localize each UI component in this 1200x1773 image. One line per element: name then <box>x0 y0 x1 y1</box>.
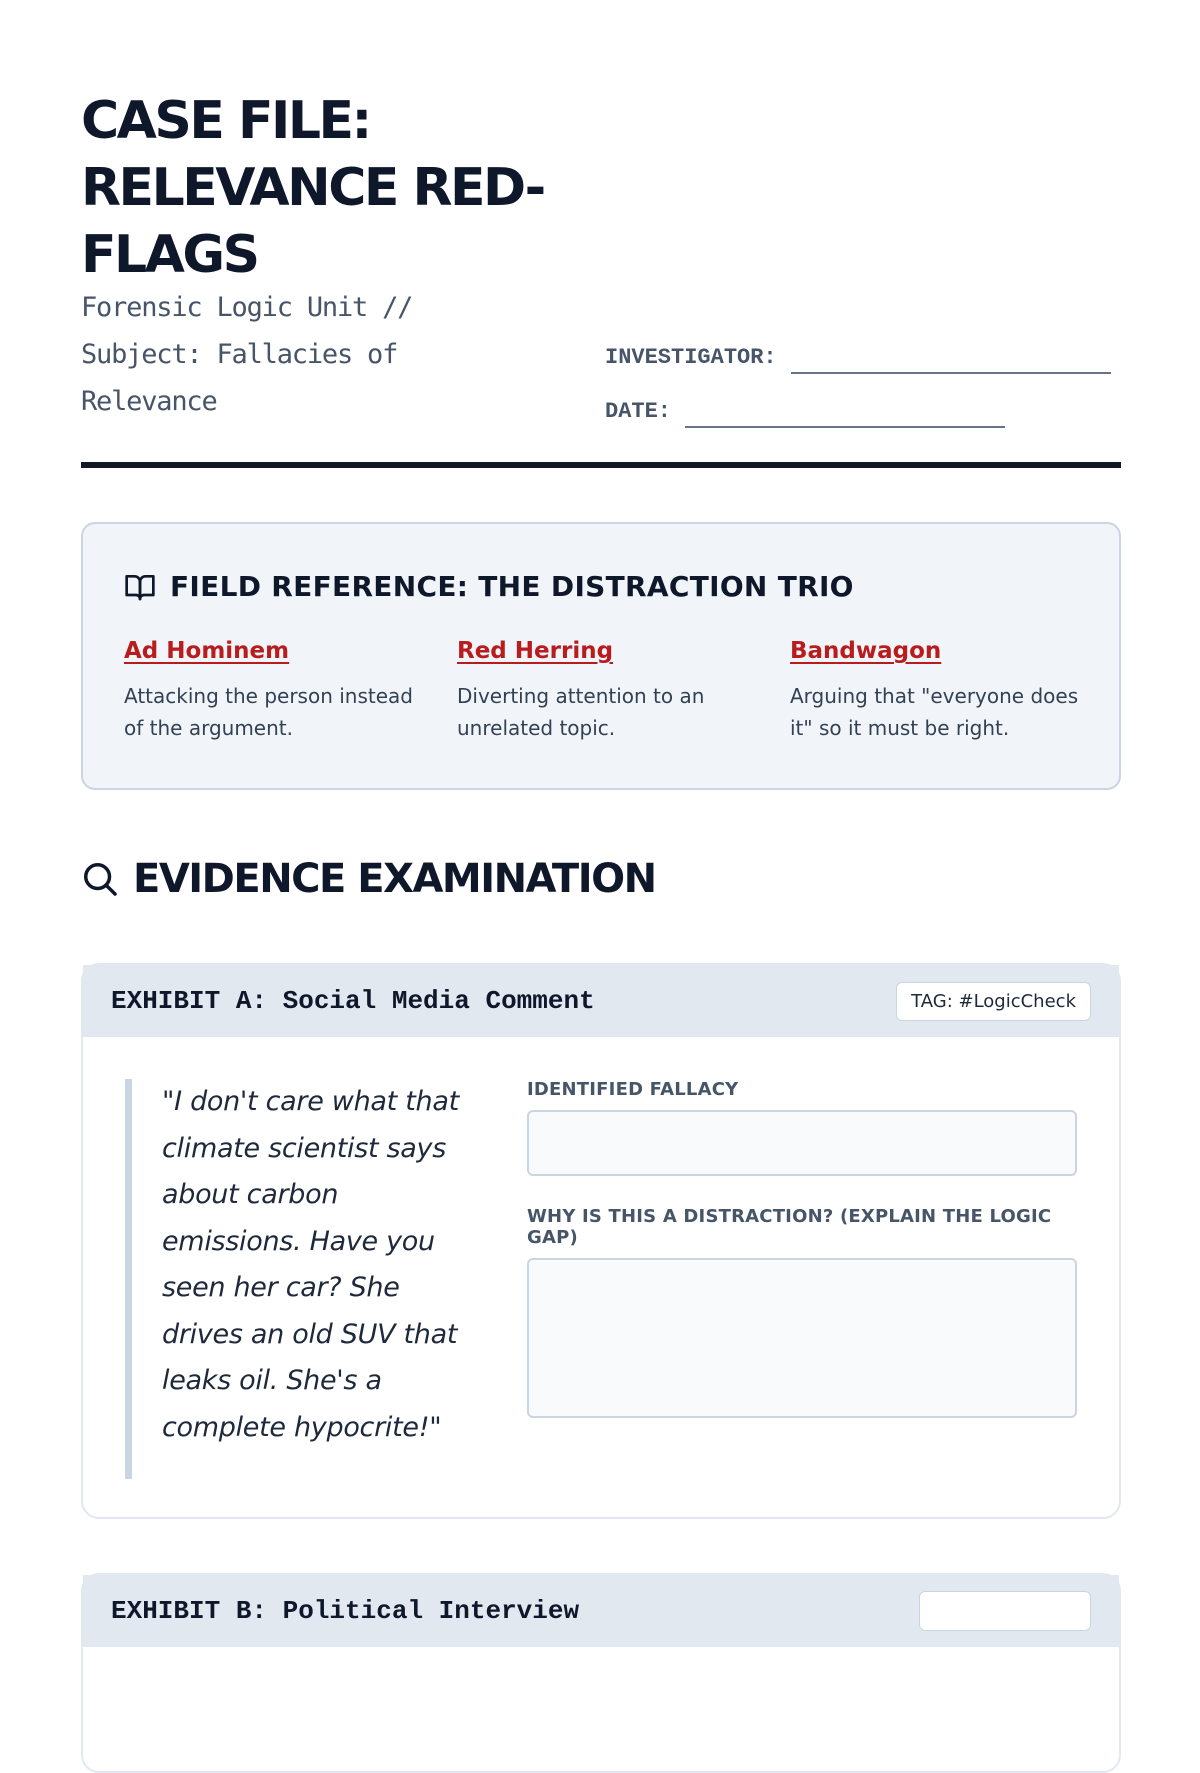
case-meta <box>605 324 1125 432</box>
exhibit-quote: "I don't care what that climate scientist says about carbon emissions. Have you seen her car? She drives an old SUV that leaks oil. She's a complete hypocrite!" <box>125 1079 465 1479</box>
exhibit-card <box>81 1573 1121 1773</box>
exhibit-answer-fields <box>527 1079 1079 1418</box>
date-label: DATE: <box>605 399 672 424</box>
reference-item-ad-hominem <box>124 636 457 744</box>
exhibit-header <box>83 1575 1119 1647</box>
date-row <box>605 378 1125 432</box>
header-divider <box>81 462 1121 468</box>
page-subtitle: Forensic Logic Unit // Subject: Fallacies of Relevance <box>81 292 413 417</box>
exhibit-tag <box>919 1591 1091 1631</box>
page-title: CASE FILE: RELEVANCE RED-FLAGS <box>81 91 544 285</box>
fallacy-input[interactable] <box>527 1110 1077 1176</box>
date-field[interactable] <box>685 398 1005 428</box>
investigator-field[interactable] <box>791 344 1111 374</box>
page-header <box>81 88 1121 424</box>
reference-header <box>124 570 854 603</box>
reference-definition: Arguing that "everyone does it" so it must be right. <box>790 684 1079 740</box>
investigator-row <box>605 324 1125 378</box>
magnifier-icon <box>81 860 119 898</box>
exhibit-tag: TAG: #LogicCheck <box>896 982 1091 1021</box>
fallacy-label: IDENTIFIED FALLACY <box>527 1079 739 1100</box>
reference-definition: Diverting attention to an unrelated topic. <box>457 684 705 740</box>
reference-definition: Attacking the person instead of the argument. <box>124 684 413 740</box>
reference-item-bandwagon <box>790 636 1123 744</box>
reference-title: FIELD REFERENCE: THE DISTRACTION TRIO <box>170 570 854 603</box>
explanation-label: WHY IS THIS A DISTRACTION? (EXPLAIN THE LOGIC GAP) <box>527 1206 1052 1248</box>
reference-term[interactable]: Ad Hominem <box>124 638 290 664</box>
evidence-section-heading <box>81 856 656 902</box>
investigator-label: INVESTIGATOR: <box>605 345 777 370</box>
book-open-icon <box>124 571 156 603</box>
explanation-textarea[interactable] <box>527 1258 1077 1418</box>
exhibit-title: EXHIBIT A: Social Media Comment <box>111 986 595 1016</box>
exhibit-card <box>81 963 1121 1519</box>
reference-term[interactable]: Bandwagon <box>790 638 942 664</box>
exhibit-title: EXHIBIT B: Political Interview <box>111 1596 580 1626</box>
section-title: EVIDENCE EXAMINATION <box>133 856 656 902</box>
field-reference-panel <box>81 522 1121 790</box>
reference-item-red-herring <box>457 636 790 744</box>
reference-term[interactable]: Red Herring <box>457 638 614 664</box>
exhibit-header <box>83 965 1119 1037</box>
reference-list <box>124 636 1124 744</box>
